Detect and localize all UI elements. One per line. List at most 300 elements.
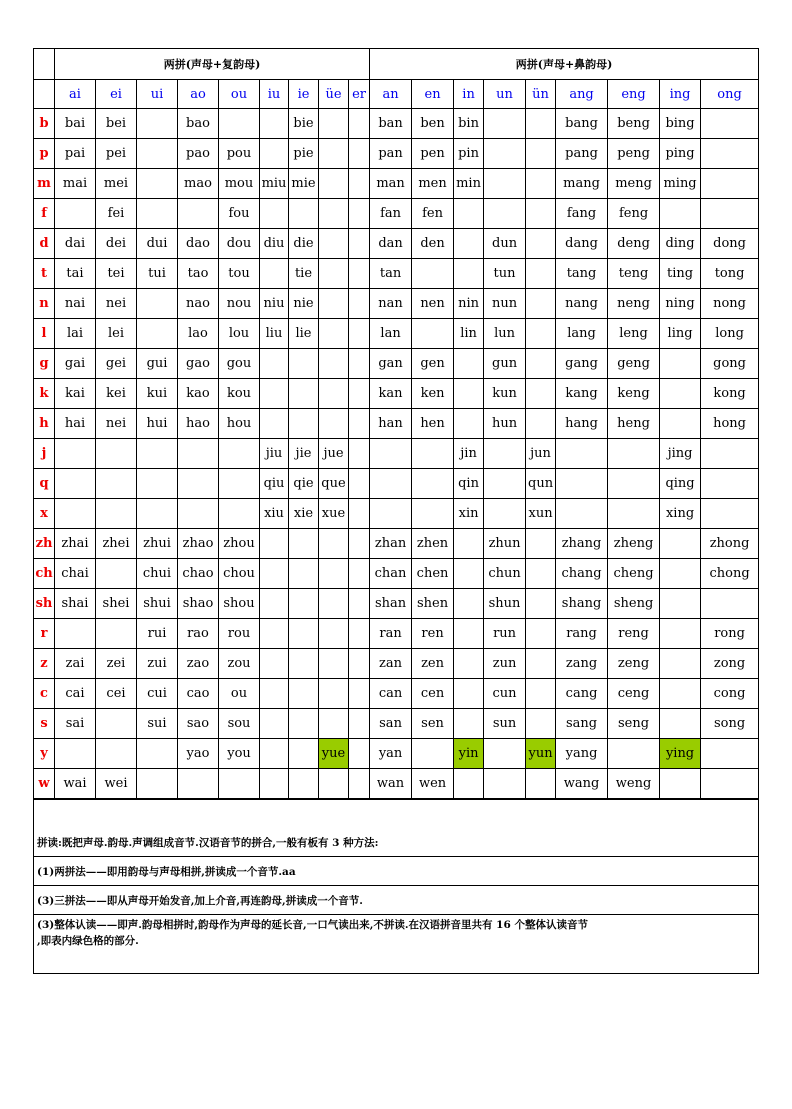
syllable-cell xyxy=(319,619,349,649)
syllable-cell: die xyxy=(289,229,319,259)
syllable-cell xyxy=(454,229,484,259)
syllable-cell xyxy=(349,349,370,379)
syllable-cell: hen xyxy=(412,409,454,439)
syllable-cell xyxy=(454,769,484,799)
syllable-cell: bao xyxy=(178,109,219,139)
syllable-cell xyxy=(701,499,759,529)
syllable-cell: heng xyxy=(608,409,660,439)
syllable-cell xyxy=(55,739,96,769)
final-header: ai xyxy=(55,80,96,109)
syllable-cell: sou xyxy=(219,709,260,739)
syllable-cell xyxy=(319,589,349,619)
syllable-cell: hun xyxy=(484,409,526,439)
initial-row xyxy=(34,139,759,169)
syllable-cell: shei xyxy=(96,589,137,619)
syllable-cell: nei xyxy=(96,409,137,439)
final-header: er xyxy=(349,80,370,109)
syllable-cell: pin xyxy=(454,139,484,169)
syllable-cell: fang xyxy=(556,199,608,229)
syllable-cell: lun xyxy=(484,319,526,349)
syllable-cell xyxy=(289,409,319,439)
syllable-cell xyxy=(137,469,178,499)
syllable-cell: shan xyxy=(370,589,412,619)
initial-label: z xyxy=(34,649,55,679)
syllable-cell: gai xyxy=(55,349,96,379)
syllable-cell: niu xyxy=(260,289,289,319)
syllable-cell xyxy=(660,349,701,379)
syllable-cell xyxy=(55,199,96,229)
syllable-cell: jiu xyxy=(260,439,289,469)
syllable-cell xyxy=(701,199,759,229)
syllable-cell: tao xyxy=(178,259,219,289)
syllable-cell: cai xyxy=(55,679,96,709)
syllable-cell: sui xyxy=(137,709,178,739)
syllable-cell xyxy=(319,349,349,379)
syllable-cell xyxy=(260,349,289,379)
syllable-cell: jie xyxy=(289,439,319,469)
syllable-cell xyxy=(319,259,349,289)
syllable-cell: shui xyxy=(137,589,178,619)
syllable-cell xyxy=(484,169,526,199)
syllable-cell: zhong xyxy=(701,529,759,559)
syllable-cell xyxy=(701,769,759,799)
notes-method2-row xyxy=(34,886,759,915)
syllable-cell: shao xyxy=(178,589,219,619)
syllable-cell xyxy=(289,649,319,679)
syllable-cell: sao xyxy=(178,709,219,739)
syllable-cell: kao xyxy=(178,379,219,409)
syllable-cell: yan xyxy=(370,739,412,769)
syllable-cell xyxy=(289,199,319,229)
notes-method3-row xyxy=(34,915,759,974)
syllable-cell xyxy=(526,259,556,289)
syllable-cell: zhan xyxy=(370,529,412,559)
syllable-cell: liu xyxy=(260,319,289,349)
initial-label: t xyxy=(34,259,55,289)
syllable-cell: song xyxy=(701,709,759,739)
syllable-cell: han xyxy=(370,409,412,439)
syllable-cell xyxy=(349,709,370,739)
final-header: ing xyxy=(660,80,701,109)
syllable-cell xyxy=(349,229,370,259)
syllable-cell: wen xyxy=(412,769,454,799)
syllable-cell: dun xyxy=(484,229,526,259)
initial-row xyxy=(34,619,759,649)
syllable-cell xyxy=(701,169,759,199)
syllable-cell: qiu xyxy=(260,469,289,499)
initial-label: n xyxy=(34,289,55,319)
initial-row xyxy=(34,379,759,409)
syllable-cell xyxy=(289,619,319,649)
syllable-cell xyxy=(701,439,759,469)
syllable-cell xyxy=(260,259,289,289)
syllable-cell xyxy=(178,469,219,499)
syllable-cell: cei xyxy=(96,679,137,709)
nasal-finals-group-header: 两拼(声母+鼻韵母) xyxy=(370,49,759,80)
initial-label: j xyxy=(34,439,55,469)
syllable-cell xyxy=(260,139,289,169)
syllable-cell: pang xyxy=(556,139,608,169)
syllable-cell: fan xyxy=(370,199,412,229)
syllable-cell xyxy=(319,769,349,799)
syllable-cell: nou xyxy=(219,289,260,319)
syllable-cell xyxy=(526,679,556,709)
syllable-cell: nong xyxy=(701,289,759,319)
syllable-cell: pen xyxy=(412,139,454,169)
syllable-cell: xue xyxy=(319,499,349,529)
syllable-cell: nen xyxy=(412,289,454,319)
syllable-cell: ping xyxy=(660,139,701,169)
syllable-cell: dai xyxy=(55,229,96,259)
syllable-cell: ting xyxy=(660,259,701,289)
initial-row xyxy=(34,349,759,379)
syllable-cell xyxy=(526,289,556,319)
initial-row xyxy=(34,739,759,769)
initial-row xyxy=(34,469,759,499)
syllable-cell xyxy=(526,319,556,349)
syllable-cell xyxy=(701,469,759,499)
syllable-cell: hao xyxy=(178,409,219,439)
syllable-cell: zhei xyxy=(96,529,137,559)
syllable-cell xyxy=(319,709,349,739)
initial-label: q xyxy=(34,469,55,499)
syllable-cell: kun xyxy=(484,379,526,409)
syllable-cell: zen xyxy=(412,649,454,679)
notes-method3-line2: ,即表内绿色格的部分. xyxy=(37,935,139,947)
final-header: an xyxy=(370,80,412,109)
syllable-cell xyxy=(660,619,701,649)
syllable-cell: deng xyxy=(608,229,660,259)
syllable-cell: dui xyxy=(137,229,178,259)
syllable-cell: fei xyxy=(96,199,137,229)
syllable-cell xyxy=(289,589,319,619)
syllable-cell: ren xyxy=(412,619,454,649)
syllable-cell xyxy=(349,169,370,199)
initial-row xyxy=(34,259,759,289)
group-header-row xyxy=(34,49,759,80)
syllable-cell xyxy=(660,649,701,679)
final-header: in xyxy=(454,80,484,109)
syllable-cell: sun xyxy=(484,709,526,739)
syllable-cell: zhui xyxy=(137,529,178,559)
syllable-cell: teng xyxy=(608,259,660,289)
syllable-cell: tai xyxy=(55,259,96,289)
syllable-cell: gen xyxy=(412,349,454,379)
syllable-cell xyxy=(137,769,178,799)
syllable-cell xyxy=(526,109,556,139)
final-header: ang xyxy=(556,80,608,109)
syllable-cell xyxy=(454,559,484,589)
syllable-cell xyxy=(260,589,289,619)
syllable-cell xyxy=(96,709,137,739)
syllable-cell: kou xyxy=(219,379,260,409)
syllable-cell: qun xyxy=(526,469,556,499)
syllable-cell: nan xyxy=(370,289,412,319)
syllable-cell xyxy=(260,709,289,739)
syllable-cell xyxy=(349,469,370,499)
syllable-cell: chen xyxy=(412,559,454,589)
final-header: ui xyxy=(137,80,178,109)
syllable-cell xyxy=(454,679,484,709)
syllable-cell xyxy=(319,679,349,709)
syllable-cell xyxy=(319,319,349,349)
syllable-cell xyxy=(96,559,137,589)
syllable-cell: chai xyxy=(55,559,96,589)
pinyin-sheet xyxy=(33,48,758,974)
syllable-cell xyxy=(526,379,556,409)
final-header: ong xyxy=(701,80,759,109)
syllable-cell: ming xyxy=(660,169,701,199)
syllable-cell: zui xyxy=(137,649,178,679)
initial-row xyxy=(34,319,759,349)
syllable-cell: lou xyxy=(219,319,260,349)
initial-label: y xyxy=(34,739,55,769)
syllable-cell xyxy=(319,229,349,259)
syllable-cell xyxy=(608,499,660,529)
syllable-cell: tun xyxy=(484,259,526,289)
syllable-cell: fou xyxy=(219,199,260,229)
syllable-cell: hai xyxy=(55,409,96,439)
syllable-cell: ban xyxy=(370,109,412,139)
syllable-cell: den xyxy=(412,229,454,259)
final-header: ao xyxy=(178,80,219,109)
syllable-cell xyxy=(349,679,370,709)
syllable-cell: kei xyxy=(96,379,137,409)
syllable-cell xyxy=(137,199,178,229)
syllable-cell: mei xyxy=(96,169,137,199)
syllable-cell xyxy=(454,349,484,379)
syllable-cell: qing xyxy=(660,469,701,499)
syllable-cell xyxy=(219,109,260,139)
initial-row xyxy=(34,769,759,799)
syllable-cell xyxy=(289,709,319,739)
syllable-cell: zhang xyxy=(556,529,608,559)
syllable-cell xyxy=(289,739,319,769)
syllable-cell xyxy=(319,409,349,439)
syllable-cell xyxy=(608,469,660,499)
syllable-cell: zao xyxy=(178,649,219,679)
syllable-cell: ning xyxy=(660,289,701,319)
syllable-cell: pei xyxy=(96,139,137,169)
initial-row xyxy=(34,499,759,529)
initial-row xyxy=(34,529,759,559)
syllable-cell xyxy=(526,529,556,559)
syllable-cell: ran xyxy=(370,619,412,649)
syllable-cell: chao xyxy=(178,559,219,589)
syllable-cell xyxy=(260,109,289,139)
syllable-cell: bing xyxy=(660,109,701,139)
syllable-cell xyxy=(526,199,556,229)
syllable-cell xyxy=(484,109,526,139)
syllable-cell: nang xyxy=(556,289,608,319)
syllable-cell: run xyxy=(484,619,526,649)
syllable-cell: bie xyxy=(289,109,319,139)
syllable-cell: cao xyxy=(178,679,219,709)
initial-row xyxy=(34,289,759,319)
syllable-cell xyxy=(526,559,556,589)
syllable-cell xyxy=(556,439,608,469)
syllable-cell: ben xyxy=(412,109,454,139)
corner-cell xyxy=(34,80,55,109)
initial-label: sh xyxy=(34,589,55,619)
syllable-cell xyxy=(178,769,219,799)
syllable-cell xyxy=(219,769,260,799)
initial-label: w xyxy=(34,769,55,799)
syllable-cell: peng xyxy=(608,139,660,169)
syllable-cell: xun xyxy=(526,499,556,529)
syllable-cell: shou xyxy=(219,589,260,619)
syllable-cell: zhai xyxy=(55,529,96,559)
syllable-cell: wai xyxy=(55,769,96,799)
syllable-cell xyxy=(556,499,608,529)
syllable-cell xyxy=(178,499,219,529)
syllable-cell: hang xyxy=(556,409,608,439)
syllable-cell: neng xyxy=(608,289,660,319)
syllable-cell xyxy=(260,379,289,409)
syllable-cell xyxy=(96,439,137,469)
syllable-cell: qin xyxy=(454,469,484,499)
syllable-cell: meng xyxy=(608,169,660,199)
syllable-cell xyxy=(289,379,319,409)
syllable-cell xyxy=(349,289,370,319)
whole-syllable-cell: yun xyxy=(526,739,556,769)
syllable-cell: chang xyxy=(556,559,608,589)
syllable-cell xyxy=(454,199,484,229)
syllable-cell xyxy=(319,559,349,589)
syllable-cell: ceng xyxy=(608,679,660,709)
syllable-cell: gao xyxy=(178,349,219,379)
initial-label: r xyxy=(34,619,55,649)
syllable-cell: sang xyxy=(556,709,608,739)
initial-row xyxy=(34,109,759,139)
syllable-cell xyxy=(219,469,260,499)
syllable-cell xyxy=(319,529,349,559)
syllable-cell xyxy=(260,679,289,709)
initial-label: f xyxy=(34,199,55,229)
syllable-cell: gou xyxy=(219,349,260,379)
syllable-cell xyxy=(289,679,319,709)
syllable-cell: pan xyxy=(370,139,412,169)
syllable-cell: xiu xyxy=(260,499,289,529)
final-header: eng xyxy=(608,80,660,109)
syllable-cell: fen xyxy=(412,199,454,229)
syllable-cell: dao xyxy=(178,229,219,259)
syllable-cell xyxy=(454,259,484,289)
syllable-cell xyxy=(349,649,370,679)
syllable-cell xyxy=(412,499,454,529)
syllable-cell: bei xyxy=(96,109,137,139)
syllable-cell: shun xyxy=(484,589,526,619)
syllable-cell xyxy=(454,529,484,559)
syllable-cell xyxy=(260,529,289,559)
syllable-cell: chun xyxy=(484,559,526,589)
syllable-cell: wang xyxy=(556,769,608,799)
syllable-cell: beng xyxy=(608,109,660,139)
syllable-cell xyxy=(349,559,370,589)
syllable-cell: feng xyxy=(608,199,660,229)
syllable-cell: yang xyxy=(556,739,608,769)
syllable-cell xyxy=(412,469,454,499)
syllable-cell xyxy=(660,559,701,589)
syllable-cell xyxy=(484,739,526,769)
syllable-cell: bai xyxy=(55,109,96,139)
syllable-cell xyxy=(454,709,484,739)
syllable-cell xyxy=(137,439,178,469)
syllable-cell xyxy=(349,589,370,619)
syllable-cell: mang xyxy=(556,169,608,199)
syllable-cell: tong xyxy=(701,259,759,289)
syllable-cell xyxy=(412,319,454,349)
syllable-cell xyxy=(319,199,349,229)
syllable-cell: dou xyxy=(219,229,260,259)
syllable-cell xyxy=(137,319,178,349)
initial-label: s xyxy=(34,709,55,739)
initial-label: g xyxy=(34,349,55,379)
initial-label: m xyxy=(34,169,55,199)
initial-label: zh xyxy=(34,529,55,559)
syllable-cell: miu xyxy=(260,169,289,199)
syllable-cell: rui xyxy=(137,619,178,649)
syllable-cell xyxy=(319,649,349,679)
syllable-cell: weng xyxy=(608,769,660,799)
syllable-cell xyxy=(526,709,556,739)
syllable-cell: kui xyxy=(137,379,178,409)
syllable-cell xyxy=(260,649,289,679)
initial-label: k xyxy=(34,379,55,409)
syllable-cell: long xyxy=(701,319,759,349)
syllable-cell xyxy=(289,559,319,589)
syllable-cell: qie xyxy=(289,469,319,499)
syllable-cell: chan xyxy=(370,559,412,589)
syllable-cell: zei xyxy=(96,649,137,679)
syllable-cell xyxy=(660,199,701,229)
syllable-cell: nun xyxy=(484,289,526,319)
pinyin-table xyxy=(33,48,759,799)
syllable-cell: hui xyxy=(137,409,178,439)
syllable-cell: xing xyxy=(660,499,701,529)
syllable-cell: sheng xyxy=(608,589,660,619)
initial-row xyxy=(34,709,759,739)
initial-label: c xyxy=(34,679,55,709)
syllable-cell: dei xyxy=(96,229,137,259)
syllable-cell: dan xyxy=(370,229,412,259)
final-header: iu xyxy=(260,80,289,109)
syllable-cell xyxy=(137,499,178,529)
syllable-cell: nin xyxy=(454,289,484,319)
syllable-cell: mie xyxy=(289,169,319,199)
initial-row xyxy=(34,649,759,679)
whole-syllable-cell: yin xyxy=(454,739,484,769)
syllable-cell xyxy=(178,439,219,469)
syllable-cell: pao xyxy=(178,139,219,169)
syllable-cell: rao xyxy=(178,619,219,649)
syllable-cell: gui xyxy=(137,349,178,379)
initial-label: x xyxy=(34,499,55,529)
syllable-cell: zheng xyxy=(608,529,660,559)
syllable-cell xyxy=(660,709,701,739)
compound-finals-group-header: 两拼(声母+复韵母) xyxy=(55,49,370,80)
notes-spacer-row xyxy=(34,800,759,829)
syllable-cell: kong xyxy=(701,379,759,409)
syllable-cell xyxy=(260,199,289,229)
syllable-cell: gei xyxy=(96,349,137,379)
syllable-cell xyxy=(260,739,289,769)
initial-row xyxy=(34,169,759,199)
notes-method1: (1)两拼法——即用韵母与声母相拼,拼读成一个音节.aa xyxy=(34,857,759,886)
syllable-cell: zhao xyxy=(178,529,219,559)
finals-header-row xyxy=(34,80,759,109)
syllable-cell: hou xyxy=(219,409,260,439)
